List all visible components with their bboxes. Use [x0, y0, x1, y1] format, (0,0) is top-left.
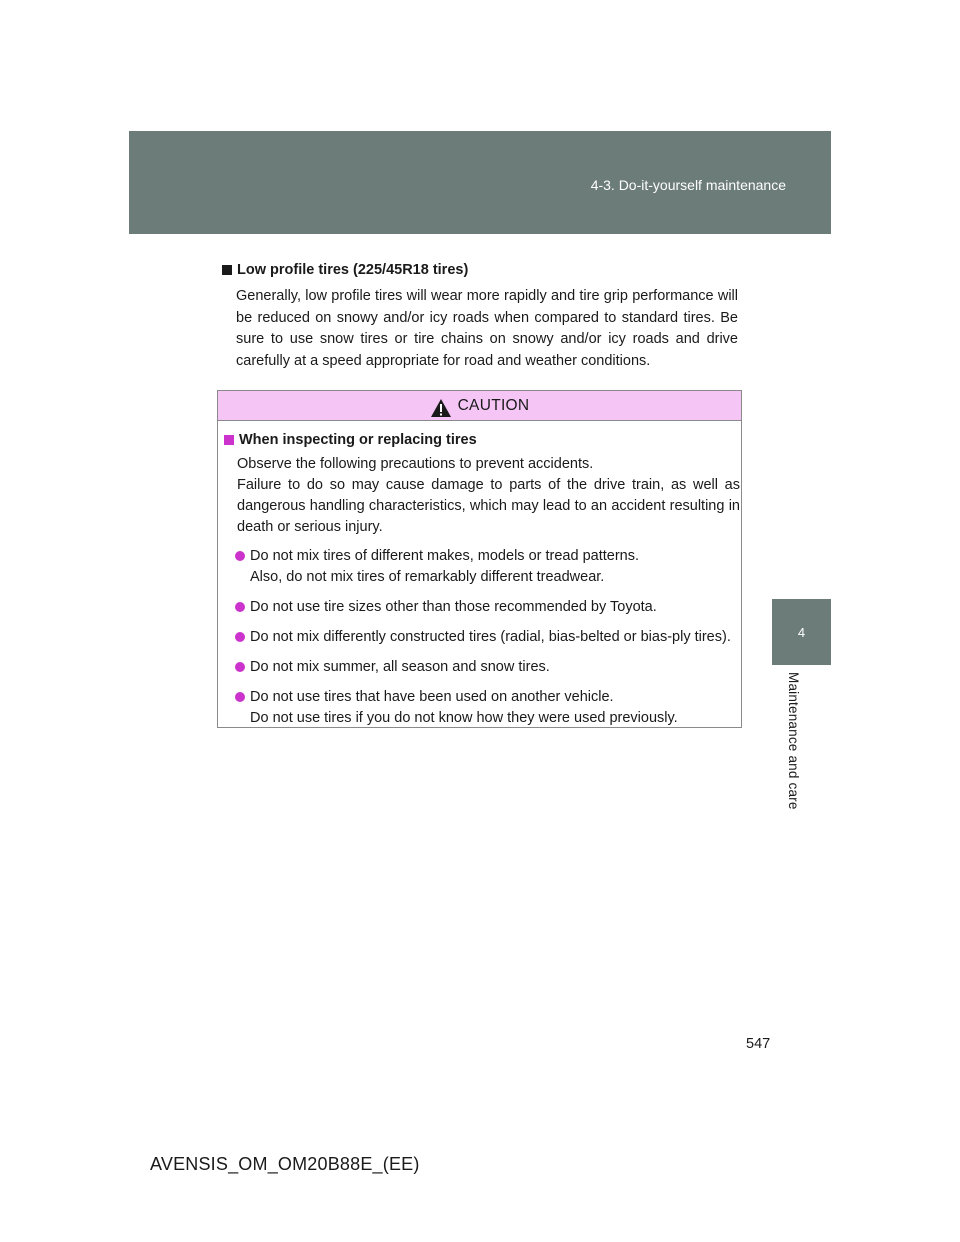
pink-square-bullet-icon	[224, 435, 234, 445]
list-item-line: Also, do not mix tires of remarkably different treadwear.	[250, 569, 605, 585]
pink-dot-bullet-icon	[235, 551, 245, 561]
list-item-line: Do not use tires that have been used on another vehicle.	[250, 689, 614, 705]
page-number: 547	[746, 1036, 771, 1052]
pink-dot-bullet-icon	[235, 692, 245, 702]
caution-intro-line: Failure to do so may cause damage to parts of the drive train, as well as dangerous handling characteristics, which may lead to an accident resulting in death or serious injury.	[237, 477, 740, 535]
section-heading-text: Low profile tires (225/45R18 tires)	[237, 262, 469, 278]
section-heading	[222, 262, 468, 278]
document-code: AVENSIS_OM_OM20B88E_(EE)	[150, 1154, 420, 1174]
list-item	[250, 657, 742, 678]
list-item	[250, 597, 742, 618]
list-item-line: Do not mix summer, all season and snow tires.	[250, 659, 550, 675]
header-band	[129, 131, 831, 234]
pink-dot-bullet-icon	[235, 632, 245, 642]
warning-triangle-icon	[430, 398, 452, 418]
chapter-tab	[772, 599, 831, 665]
caution-intro-line: Observe the following precautions to prevent accidents.	[237, 456, 594, 472]
caution-title: CAUTION	[457, 396, 530, 414]
square-bullet-icon	[222, 265, 232, 275]
pink-dot-bullet-icon	[235, 662, 245, 672]
chapter-number: 4	[797, 624, 806, 640]
caution-heading	[224, 432, 741, 448]
list-item	[250, 627, 742, 648]
caution-list	[224, 546, 741, 729]
chapter-label: Maintenance and care	[786, 672, 801, 810]
list-item-line: Do not mix tires of different makes, models or tread patterns.	[250, 548, 639, 564]
caution-intro	[237, 454, 740, 538]
list-item-line: Do not use tire sizes other than those recommended by Toyota.	[250, 599, 657, 615]
section-paragraph: Generally, low profile tires will wear more rapidly and tire grip performance will be reduced on snowy and/or icy roads when compared to standard tires. Be sure to use snow tires or tire chains on snowy and/or icy roads and drive carefully at a speed appropriate for road and weather conditions.	[236, 288, 738, 369]
pink-dot-bullet-icon	[235, 602, 245, 612]
list-item-line: Do not mix differently constructed tires (radial, bias-belted or bias-ply tires).	[250, 629, 731, 645]
list-item	[250, 687, 742, 729]
caution-body	[218, 432, 741, 729]
caution-heading-text: When inspecting or replacing tires	[239, 432, 477, 448]
list-item	[250, 546, 742, 588]
section-title: 4-3. Do-it-yourself maintenance	[590, 177, 786, 193]
list-item-line: Do not use tires if you do not know how they were used previously.	[250, 710, 678, 726]
caution-box	[217, 390, 742, 728]
caution-header	[218, 391, 741, 421]
